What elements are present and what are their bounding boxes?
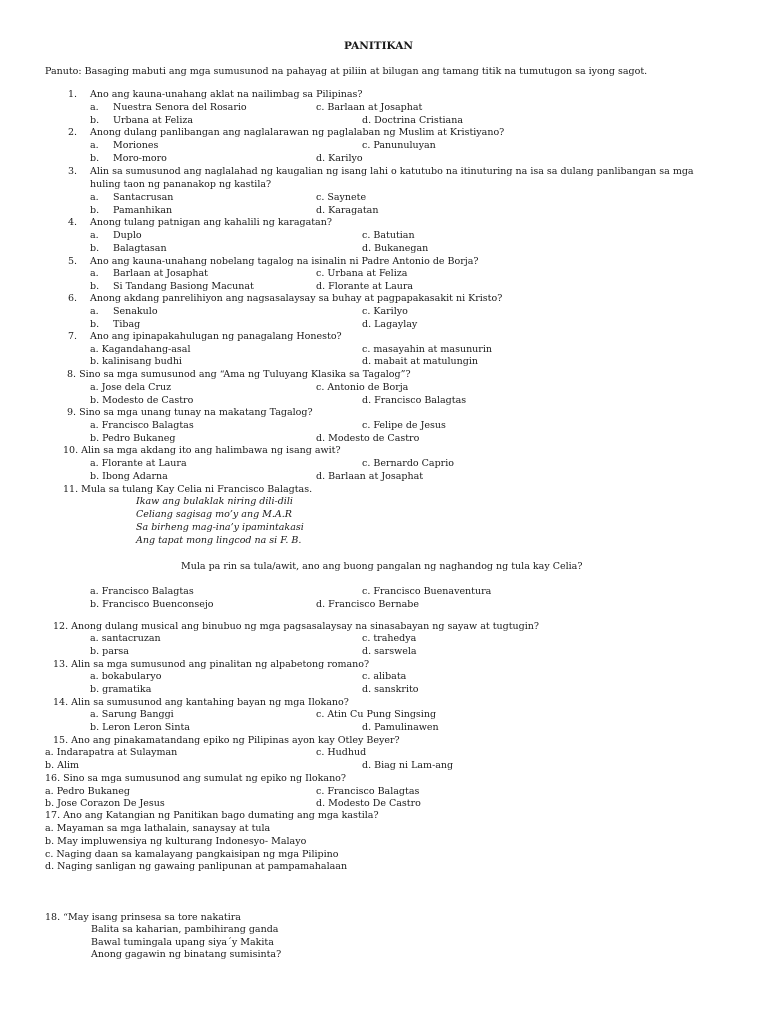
choice-b: Urbana at Feliza (113, 115, 194, 126)
choice-b-letter: b. (90, 243, 100, 254)
choice-b: b. Pedro Bukaneg (90, 433, 176, 444)
choice-d: d. Lagaylay (362, 319, 418, 330)
choice-b: Pamanhikan (113, 205, 173, 216)
poem-line: Sa birheng mag-ina’y ipamintakasi (136, 522, 304, 533)
choice-a: Nuestra Senora del Rosario (113, 102, 247, 113)
choice-b-letter: b. (90, 281, 100, 292)
choice-d: d. Biag ni Lam-ang (362, 760, 454, 771)
choice-d: d. Florante at Laura (316, 281, 414, 292)
question-text: Ano ang kauna-unahang aklat na nailimbag sa Pilipinas? (90, 89, 363, 100)
choice-b: b. Francisco Buenconsejo (90, 599, 214, 610)
question-text: 9. Sino sa mga unang tunay na makatang Tagalog? (67, 407, 313, 418)
choice-c: c. Atin Cu Pung Singsing (316, 709, 437, 720)
choice-b: b. Alim (45, 760, 80, 771)
choice-d: d. mabait at matulungin (362, 356, 479, 367)
choice-a: a. Pedro Bukaneg (45, 786, 130, 797)
question-number: 4. (68, 217, 78, 228)
choice-b: b. Leron Leron Sinta (90, 722, 190, 733)
choice-c: c. Saynete (316, 192, 367, 203)
question-text: 15. Ano ang pinakamatandang epiko ng Pilipinas ayon kay Otley Beyer? (53, 735, 400, 746)
question-text-cont: huling taon ng pananakop ng kastila? (90, 179, 272, 190)
choice-a: Barlaan at Josaphat (113, 268, 208, 279)
poem-line: Ang tapat mong lingcod na si F. B. (136, 535, 302, 546)
choice-a: a. Kagandahang-asal (90, 344, 191, 355)
choice-d: d. Karagatan (316, 205, 379, 216)
choice-c: c. Francisco Buenaventura (362, 586, 492, 597)
choice-d: d. Barlaan at Josaphat (316, 471, 424, 482)
choice-d: d. Karilyo (316, 153, 363, 164)
choice-b-letter: b. (90, 153, 100, 164)
choice-a: a. Jose dela Cruz (90, 382, 172, 393)
choice-c: c. alibata (362, 671, 407, 682)
choice-a: a. bokabularyo (90, 671, 162, 682)
question-text: Ano ang ipinapakahulugan ng panagalang Honesto? (90, 331, 342, 342)
question-text: Alin sa sumusunod ang naglalahad ng kaugalian ng isang lahi o katutubo na itinuturing na isa sa dulang panlibangan sa mga (90, 166, 694, 177)
choice-d: d. Modesto de Castro (316, 433, 420, 444)
choice-a: a. Sarung Banggi (90, 709, 174, 720)
question-text: 8. Sino sa mga sumusunod ang “Ama ng Tuluyang Klasika sa Tagalog”? (67, 369, 411, 380)
question-number: 2. (68, 127, 78, 138)
choice-c: c. Barlaan at Josaphat (316, 102, 423, 113)
choice-c: c. Batutian (362, 230, 415, 241)
poem-line: Ikaw ang bulaklak niring dili-dili (136, 496, 293, 507)
choice-a: a. santacruzan (90, 633, 161, 644)
choice-a-letter: a. (90, 306, 99, 317)
question-text: 13. Alin sa mga sumusunod ang pinalitan ng alpabetong romano? (53, 659, 370, 670)
riddle-line: Bawal tumingala upang siya´y Makita (91, 937, 274, 948)
choice-b: b. Modesto de Castro (90, 395, 194, 406)
choice-c: c. Urbana at Feliza (316, 268, 408, 279)
choice-d: d. Pamulinawen (362, 722, 439, 733)
question-text: 18. “May isang prinsesa sa tore nakatira (45, 912, 241, 923)
choice-c: c. Naging daan sa kamalayang pangkaisipan ng mga Pilipino (45, 849, 339, 860)
choice-b: Si Tandang Basiong Macunat (113, 281, 254, 292)
question-text: Ano ang kauna-unahang nobelang tagalog na isinalin ni Padre Antonio de Borja? (90, 256, 479, 267)
choice-d: d. Bukanegan (362, 243, 429, 254)
choice-a-letter: a. (90, 192, 99, 203)
choice-a-letter: a. (90, 268, 99, 279)
choice-c: c. Hudhud (316, 747, 367, 758)
choice-a-letter: a. (90, 230, 99, 241)
choice-c: c. trahedya (362, 633, 417, 644)
choice-b: Moro-moro (113, 153, 167, 164)
question-text: 14. Alin sa sumusunod ang kantahing bayan ng mga Ilokano? (53, 697, 349, 708)
instructions: Panuto: Basaging mabuti ang mga sumusunod na pahayag at piliin at bilugan ang tamang titik na tumutugon sa iyong sagot. (45, 66, 648, 77)
choice-b: Tibag (113, 319, 141, 330)
question-number: 5. (68, 256, 78, 267)
choice-d: d. sanskrito (362, 684, 419, 695)
question-text: Anong tulang patnigan ang kahalili ng karagatan? (90, 217, 332, 228)
choice-c: c. masayahin at masunurin (362, 344, 492, 355)
choice-b-letter: b. (90, 319, 100, 330)
choice-a: Duplo (113, 230, 142, 241)
choice-b-letter: b. (90, 205, 100, 216)
choice-d: d. Doctrina Cristiana (362, 115, 464, 126)
poem-line: Celiang sagisag mo’y ang M.A.R (136, 509, 292, 520)
riddle-line: Anong gagawin ng binatang sumisinta? (91, 949, 282, 960)
choice-b: b. Ibong Adarna (90, 471, 168, 482)
choice-d: d. Modesto De Castro (316, 798, 421, 809)
choice-c: c. Felipe de Jesus (362, 420, 446, 431)
question-text: 17. Ano ang Katangian ng Panitikan bago dumating ang mga kastila? (45, 810, 379, 821)
choice-b: Balagtasan (113, 243, 167, 254)
choice-a: a. Florante at Laura (90, 458, 187, 469)
choice-c: c. Antonio de Borja (316, 382, 409, 393)
choice-a: a. Mayaman sa mga lathalain, sanaysay at tula (45, 823, 271, 834)
choice-c: c. Panunuluyan (362, 140, 436, 151)
choice-c: c. Karilyo (362, 306, 408, 317)
choice-a: a. Indarapatra at Sulayman (45, 747, 178, 758)
choice-a: Moriones (113, 140, 159, 151)
choice-b: b. May impluwensiya ng kulturang Indonesyo- Malayo (45, 836, 307, 847)
sub-question: Mula pa rin sa tula/awit, ano ang buong pangalan ng naghandog ng tula kay Celia? (181, 561, 583, 572)
question-text: 16. Sino sa mga sumusunod ang sumulat ng epiko ng Ilokano? (45, 773, 346, 784)
choice-d: d. sarswela (362, 646, 417, 657)
question-text: 12. Anong dulang musical ang binubuo ng mga pagsasalaysay na sinasabayan ng sayaw at tugtugin? (53, 621, 539, 632)
question-number: 7. (68, 331, 78, 342)
choice-a-letter: a. (90, 102, 99, 113)
choice-b: b. kalinisang budhi (90, 356, 182, 367)
choice-a: a. Francisco Balagtas (90, 420, 194, 431)
question-text: Anong akdang panrelihiyon ang nagsasalaysay sa buhay at pagpapakasakit ni Kristo? (90, 293, 503, 304)
question-number: 6. (68, 293, 78, 304)
choice-d: d. Naging sanligan ng gawaing panlipunan at pampamahalaan (45, 861, 348, 872)
question-text: 11. Mula sa tulang Kay Celia ni Francisco Balagtas. (63, 484, 313, 495)
question-number: 3. (68, 166, 78, 177)
question-text: 10. Alin sa mga akdang ito ang halimbawa ng isang awit? (63, 445, 341, 456)
choice-b: b. gramatika (90, 684, 152, 695)
riddle-line: Balita sa kaharian, pambihirang ganda (91, 924, 279, 935)
question-text: Anong dulang panlibangan ang naglalarawan ng paglalaban ng Muslim at Kristiyano? (90, 127, 505, 138)
choice-b: b. Jose Corazon De Jesus (45, 798, 165, 809)
page-title: PANITIKAN (344, 40, 413, 52)
choice-a-letter: a. (90, 140, 99, 151)
choice-a: a. Francisco Balagtas (90, 586, 194, 597)
choice-a: Santacrusan (113, 192, 174, 203)
choice-b: b. parsa (90, 646, 129, 657)
choice-c: c. Bernardo Caprio (362, 458, 454, 469)
choice-a: Senakulo (113, 306, 158, 317)
question-number: 1. (68, 89, 78, 100)
choice-d: d. Francisco Balagtas (362, 395, 467, 406)
choice-b-letter: b. (90, 115, 100, 126)
choice-d: d. Francisco Bernabe (316, 599, 419, 610)
choice-c: c. Francisco Balagtas (316, 786, 420, 797)
